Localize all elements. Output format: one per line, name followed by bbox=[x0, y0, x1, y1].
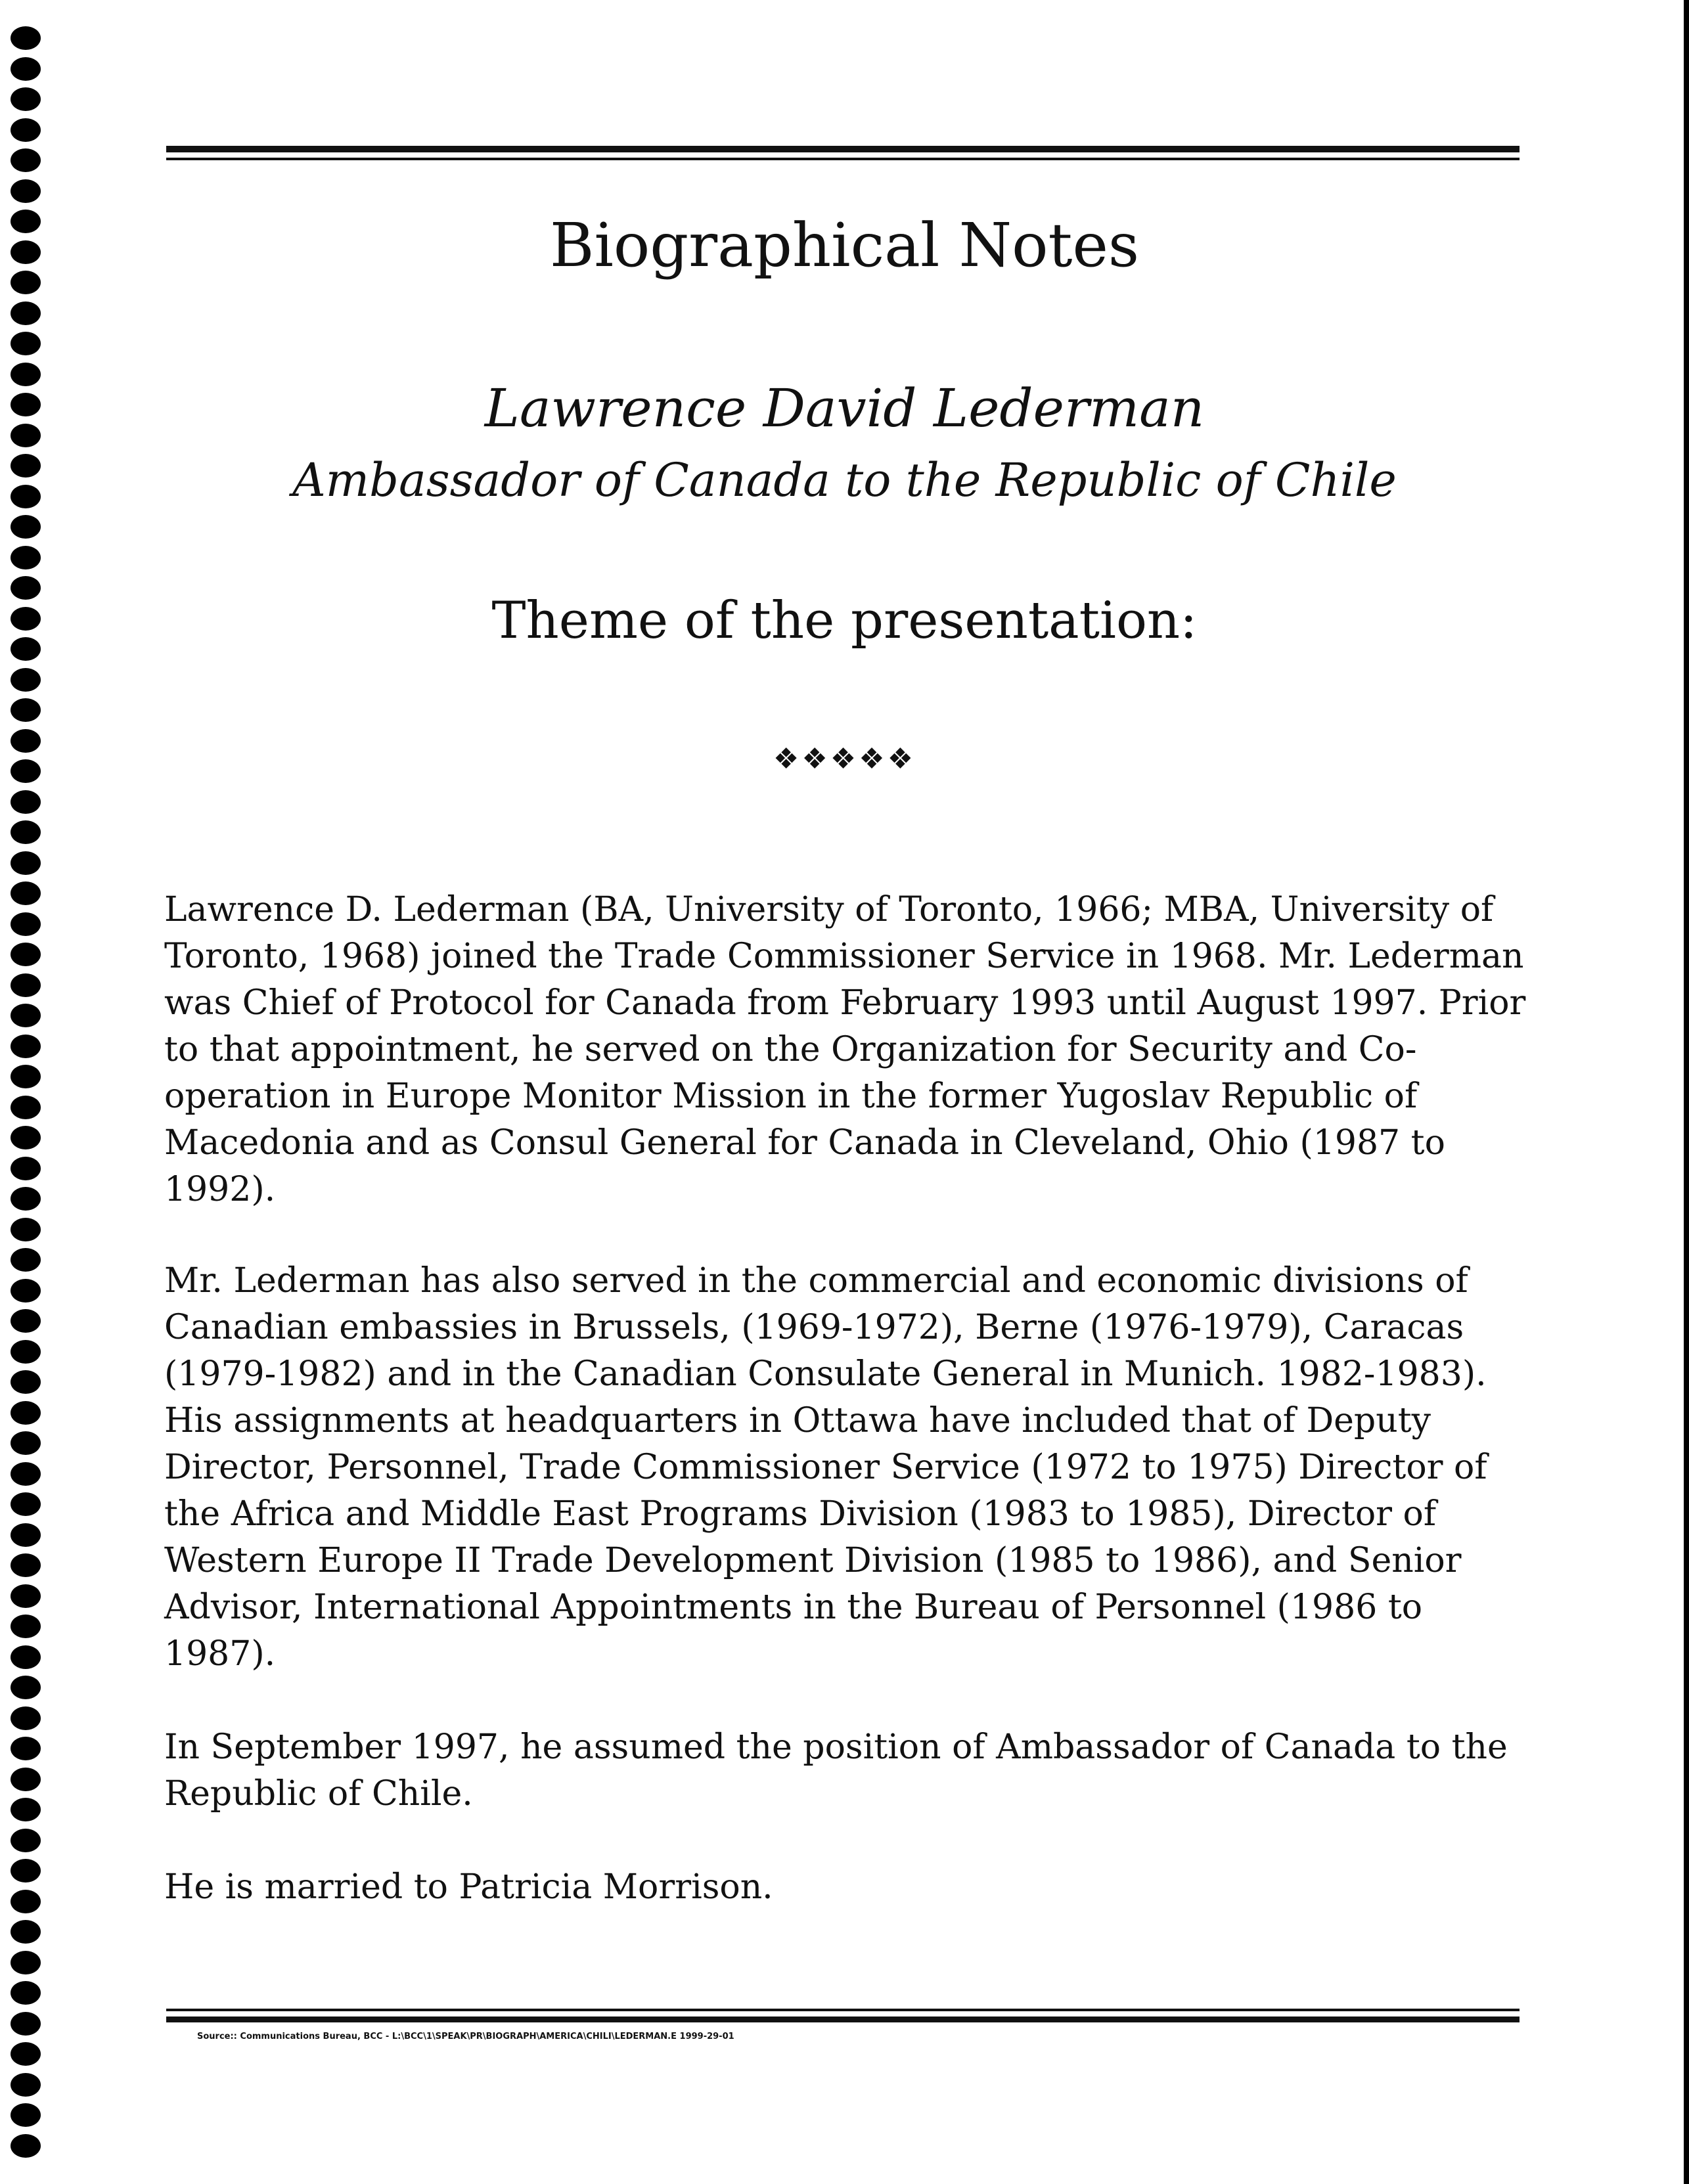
document-title: Biographical Notes bbox=[549, 210, 1140, 280]
binding-hole bbox=[11, 57, 41, 81]
binding-hole bbox=[11, 1187, 41, 1211]
page-edge-shadow bbox=[1684, 0, 1689, 2184]
binding-hole bbox=[11, 1615, 41, 1638]
binding-hole bbox=[11, 26, 41, 50]
binding-hole bbox=[11, 1126, 41, 1149]
binding-hole bbox=[11, 790, 41, 814]
binding-hole bbox=[11, 698, 41, 722]
binding-hole bbox=[11, 1890, 41, 1913]
person-name: Lawrence David Lederman bbox=[484, 378, 1205, 439]
binding-hole bbox=[11, 1340, 41, 1364]
paragraph-postings: Mr. Lederman has also served in the commercial and economic divisions of Canadian embassies in Brussels, (1969-1972), Berne (1976-1979), Caracas (1979-1982) and in the Canadian Consulate General in Munich. 1982-1983). His assignments at headquarters in Ottawa have included that of Deputy Director, Personnel, Trade Commissioner Service (1972 to 1975) Director of the Africa and Middle East Programs Division (1983 to 1985), Director of Western Europe II Trade Development Division (1985 to 1986), and Senior Advisor, International Appointments in the Bureau of Personnel (1986 to 1987). bbox=[164, 1261, 1487, 1674]
person-position: Ambassador of Canada to the Republic of Chile bbox=[292, 453, 1397, 507]
binding-hole bbox=[11, 2103, 41, 2127]
binding-hole bbox=[11, 1676, 41, 1699]
binding-hole bbox=[11, 87, 41, 111]
binding-hole bbox=[11, 2073, 41, 2097]
binding-hole bbox=[11, 118, 41, 142]
binding-hole bbox=[11, 1706, 41, 1730]
bottom-rule-thick bbox=[166, 2017, 1520, 2022]
binding-hole bbox=[11, 301, 41, 325]
spiral-binding bbox=[11, 26, 50, 2174]
binding-hole bbox=[11, 1065, 41, 1088]
binding-hole bbox=[11, 1370, 41, 1394]
binding-hole bbox=[11, 1553, 41, 1577]
binding-hole bbox=[11, 1035, 41, 1058]
binding-hole bbox=[11, 668, 41, 692]
binding-hole bbox=[11, 546, 41, 569]
binding-hole bbox=[11, 912, 41, 936]
theme-heading: Theme of the presentation: bbox=[491, 591, 1198, 650]
binding-hole bbox=[11, 1798, 41, 1821]
binding-hole bbox=[11, 973, 41, 997]
binding-hole bbox=[11, 1157, 41, 1180]
binding-hole bbox=[11, 1523, 41, 1547]
binding-hole bbox=[11, 1431, 41, 1455]
binding-hole bbox=[11, 2042, 41, 2066]
binding-hole bbox=[11, 1401, 41, 1425]
binding-hole bbox=[11, 1584, 41, 1608]
binding-hole bbox=[11, 1462, 41, 1486]
binding-hole bbox=[11, 943, 41, 966]
binding-hole bbox=[11, 1829, 41, 1852]
binding-hole bbox=[11, 2012, 41, 2036]
binding-hole bbox=[11, 515, 41, 539]
binding-hole bbox=[11, 1737, 41, 1760]
binding-hole bbox=[11, 1096, 41, 1119]
binding-hole bbox=[11, 1645, 41, 1669]
binding-hole bbox=[11, 148, 41, 172]
bottom-rule-thin bbox=[166, 2009, 1520, 2011]
source-footer: Source:: Communications Bureau, BCC - L:\BCC\1\SPEAK\PR\BIOGRAPH\AMERICA\CHILI\LEDERMAN.E 1999-29-01 bbox=[197, 2032, 734, 2041]
binding-hole bbox=[11, 179, 41, 203]
binding-hole bbox=[11, 1004, 41, 1027]
ornament-divider: ❖❖❖❖❖ bbox=[773, 742, 916, 776]
top-rule-thick bbox=[166, 146, 1520, 152]
binding-hole bbox=[11, 1859, 41, 1883]
top-rule-thin bbox=[166, 158, 1520, 160]
binding-hole bbox=[11, 1981, 41, 2005]
paragraph-career-summary: Lawrence D. Lederman (BA, University of Toronto, 1966; MBA, University of Toronto, 1968) joined the Trade Commissioner Service in 1968. Mr. Lederman was Chief of Protocol for Canada from February 1993 until August 1997. Prior to that appointment, he served on the Organization for Security and Co-operation in Europe Monitor Mission in the former Yugoslav Republic of Macedonia and as Consul General for Canada in Cleveland, Ohio (1987 to 1992). bbox=[164, 890, 1526, 1209]
binding-hole bbox=[11, 2134, 41, 2158]
binding-hole bbox=[11, 1951, 41, 1974]
binding-hole bbox=[11, 820, 41, 844]
binding-hole bbox=[11, 1248, 41, 1272]
binding-hole bbox=[11, 1218, 41, 1241]
binding-hole bbox=[11, 1768, 41, 1791]
binding-hole bbox=[11, 1309, 41, 1333]
binding-hole bbox=[11, 851, 41, 875]
binding-hole bbox=[11, 1492, 41, 1516]
binding-hole bbox=[11, 881, 41, 905]
binding-hole bbox=[11, 1279, 41, 1303]
paragraph-family: He is married to Patricia Morrison. bbox=[164, 1867, 773, 1907]
binding-hole bbox=[11, 1920, 41, 1944]
paragraph-appointment: In September 1997, he assumed the position of Ambassador of Canada to the Republic of Chile. bbox=[164, 1727, 1508, 1814]
binding-hole bbox=[11, 332, 41, 355]
